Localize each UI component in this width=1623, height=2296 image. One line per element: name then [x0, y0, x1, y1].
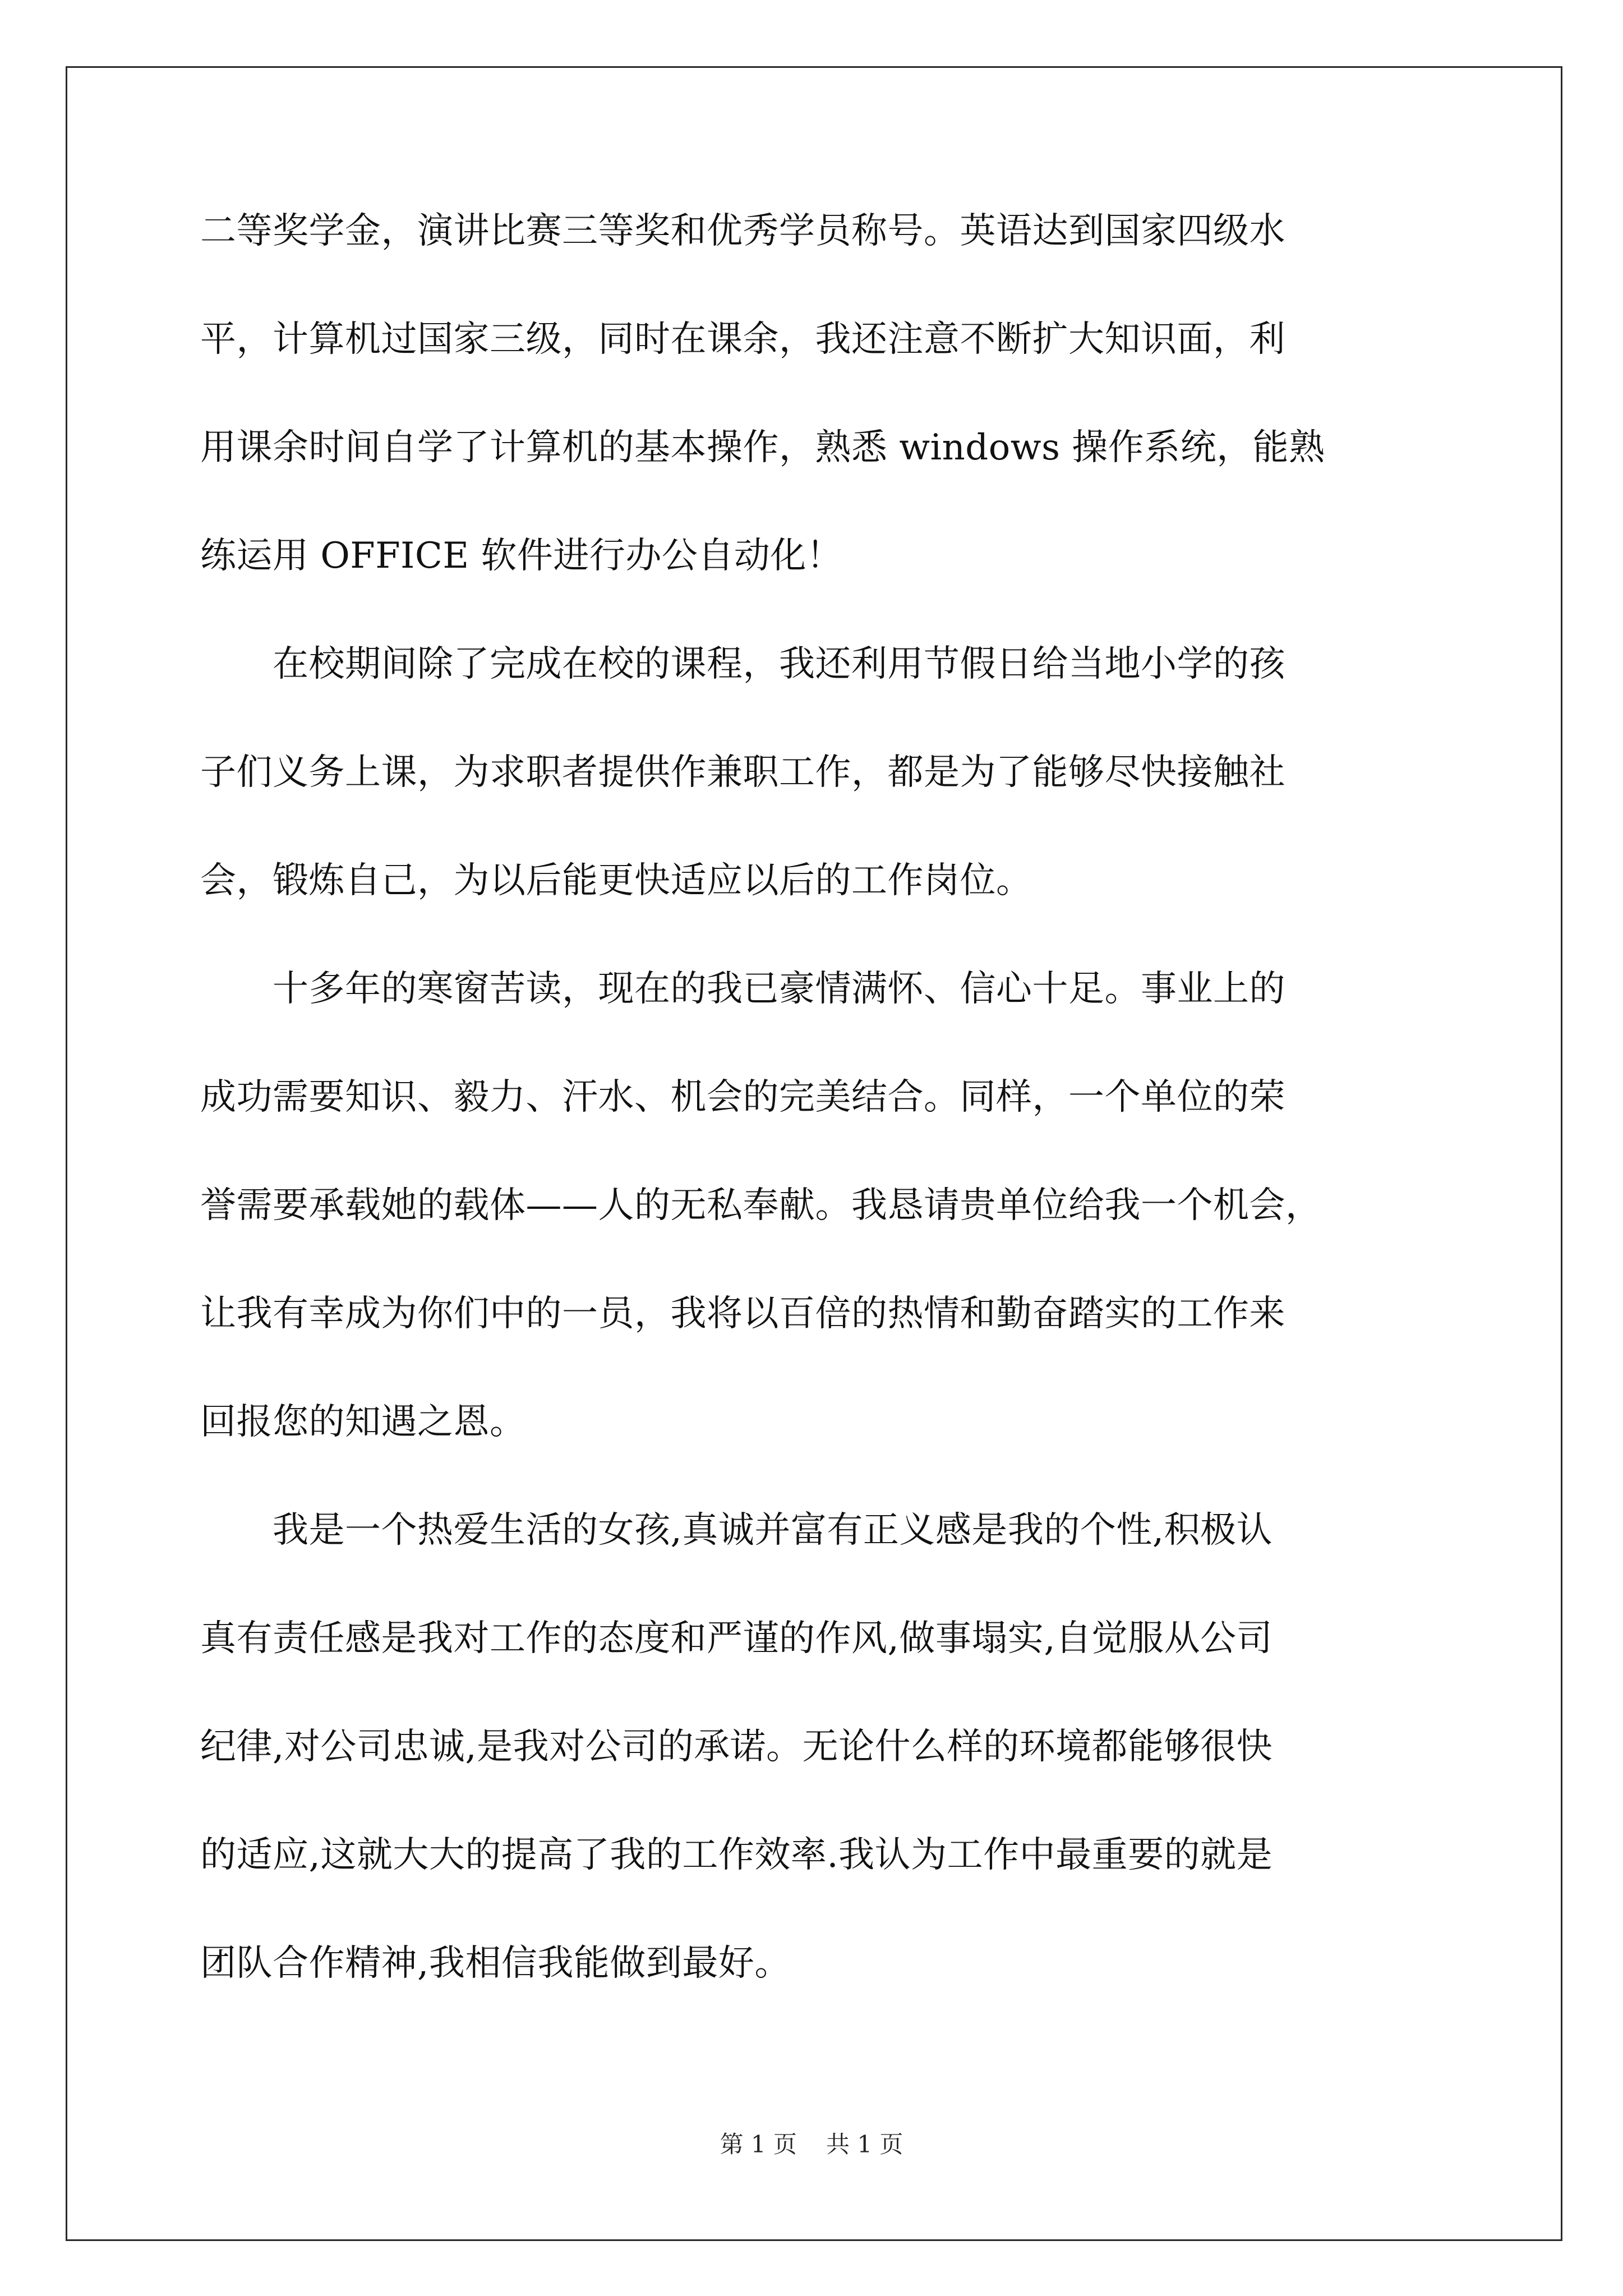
text-line: 纪律,对公司忠诚,是我对公司的承诺。无论什么样的环境都能够很快 — [200, 1726, 1273, 1768]
text-line: 让我有幸成为你们中的一员，我将以百倍的热情和勤奋踏实的工作来 — [200, 1293, 1285, 1335]
text-line: 会，锻炼自己，为以后能更快适应以后的工作岗位。 — [200, 860, 1032, 901]
text-line: 真有责任感是我对工作的态度和严谨的作风,做事塌实,自觉服从公司 — [200, 1618, 1273, 1659]
text-line: 用课余时间自学了计算机的基本操作，熟悉 windows 操作系统，能熟 — [200, 427, 1325, 468]
text-line: 团队合作精神,我相信我能做到最好。 — [200, 1943, 791, 1984]
text-line: 我是一个热爱生活的女孩,真诚并富有正义感是我的个性,积极认 — [200, 1510, 1273, 1551]
text-line: 的适应,这就大大的提高了我的工作效率.我认为工作中最重要的就是 — [200, 1834, 1273, 1876]
text-line: 回报您的知遇之恩。 — [200, 1401, 526, 1443]
page-total: 共 1 页 — [826, 2131, 903, 2158]
text-line: 誉需要承载她的载体——人的无私奉献。我恳请贵单位给我一个机会， — [200, 1185, 1322, 1226]
page-footer — [0, 2131, 1623, 2159]
text-line: 子们义务上课，为求职者提供作兼职工作，都是为了能够尽快接触社 — [200, 752, 1285, 793]
text-line: 平，计算机过国家三级，同时在课余，我还注意不断扩大知识面，利 — [200, 319, 1285, 360]
page-number: 第 1 页 — [720, 2131, 797, 2158]
text-line: 在校期间除了完成在校的课程，我还利用节假日给当地小学的孩 — [200, 643, 1285, 685]
text-line: 二等奖学金，演讲比赛三等奖和优秀学员称号。英语达到国家四级水 — [200, 210, 1285, 252]
text-line: 十多年的寒窗苦读，现在的我已豪情满怀、信心十足。事业上的 — [200, 968, 1285, 1010]
text-line: 成功需要知识、毅力、汗水、机会的完美结合。同样，一个单位的荣 — [200, 1076, 1285, 1118]
document-body — [200, 210, 1440, 2054]
text-line: 练运用 OFFICE 软件进行办公自动化！ — [200, 535, 843, 577]
